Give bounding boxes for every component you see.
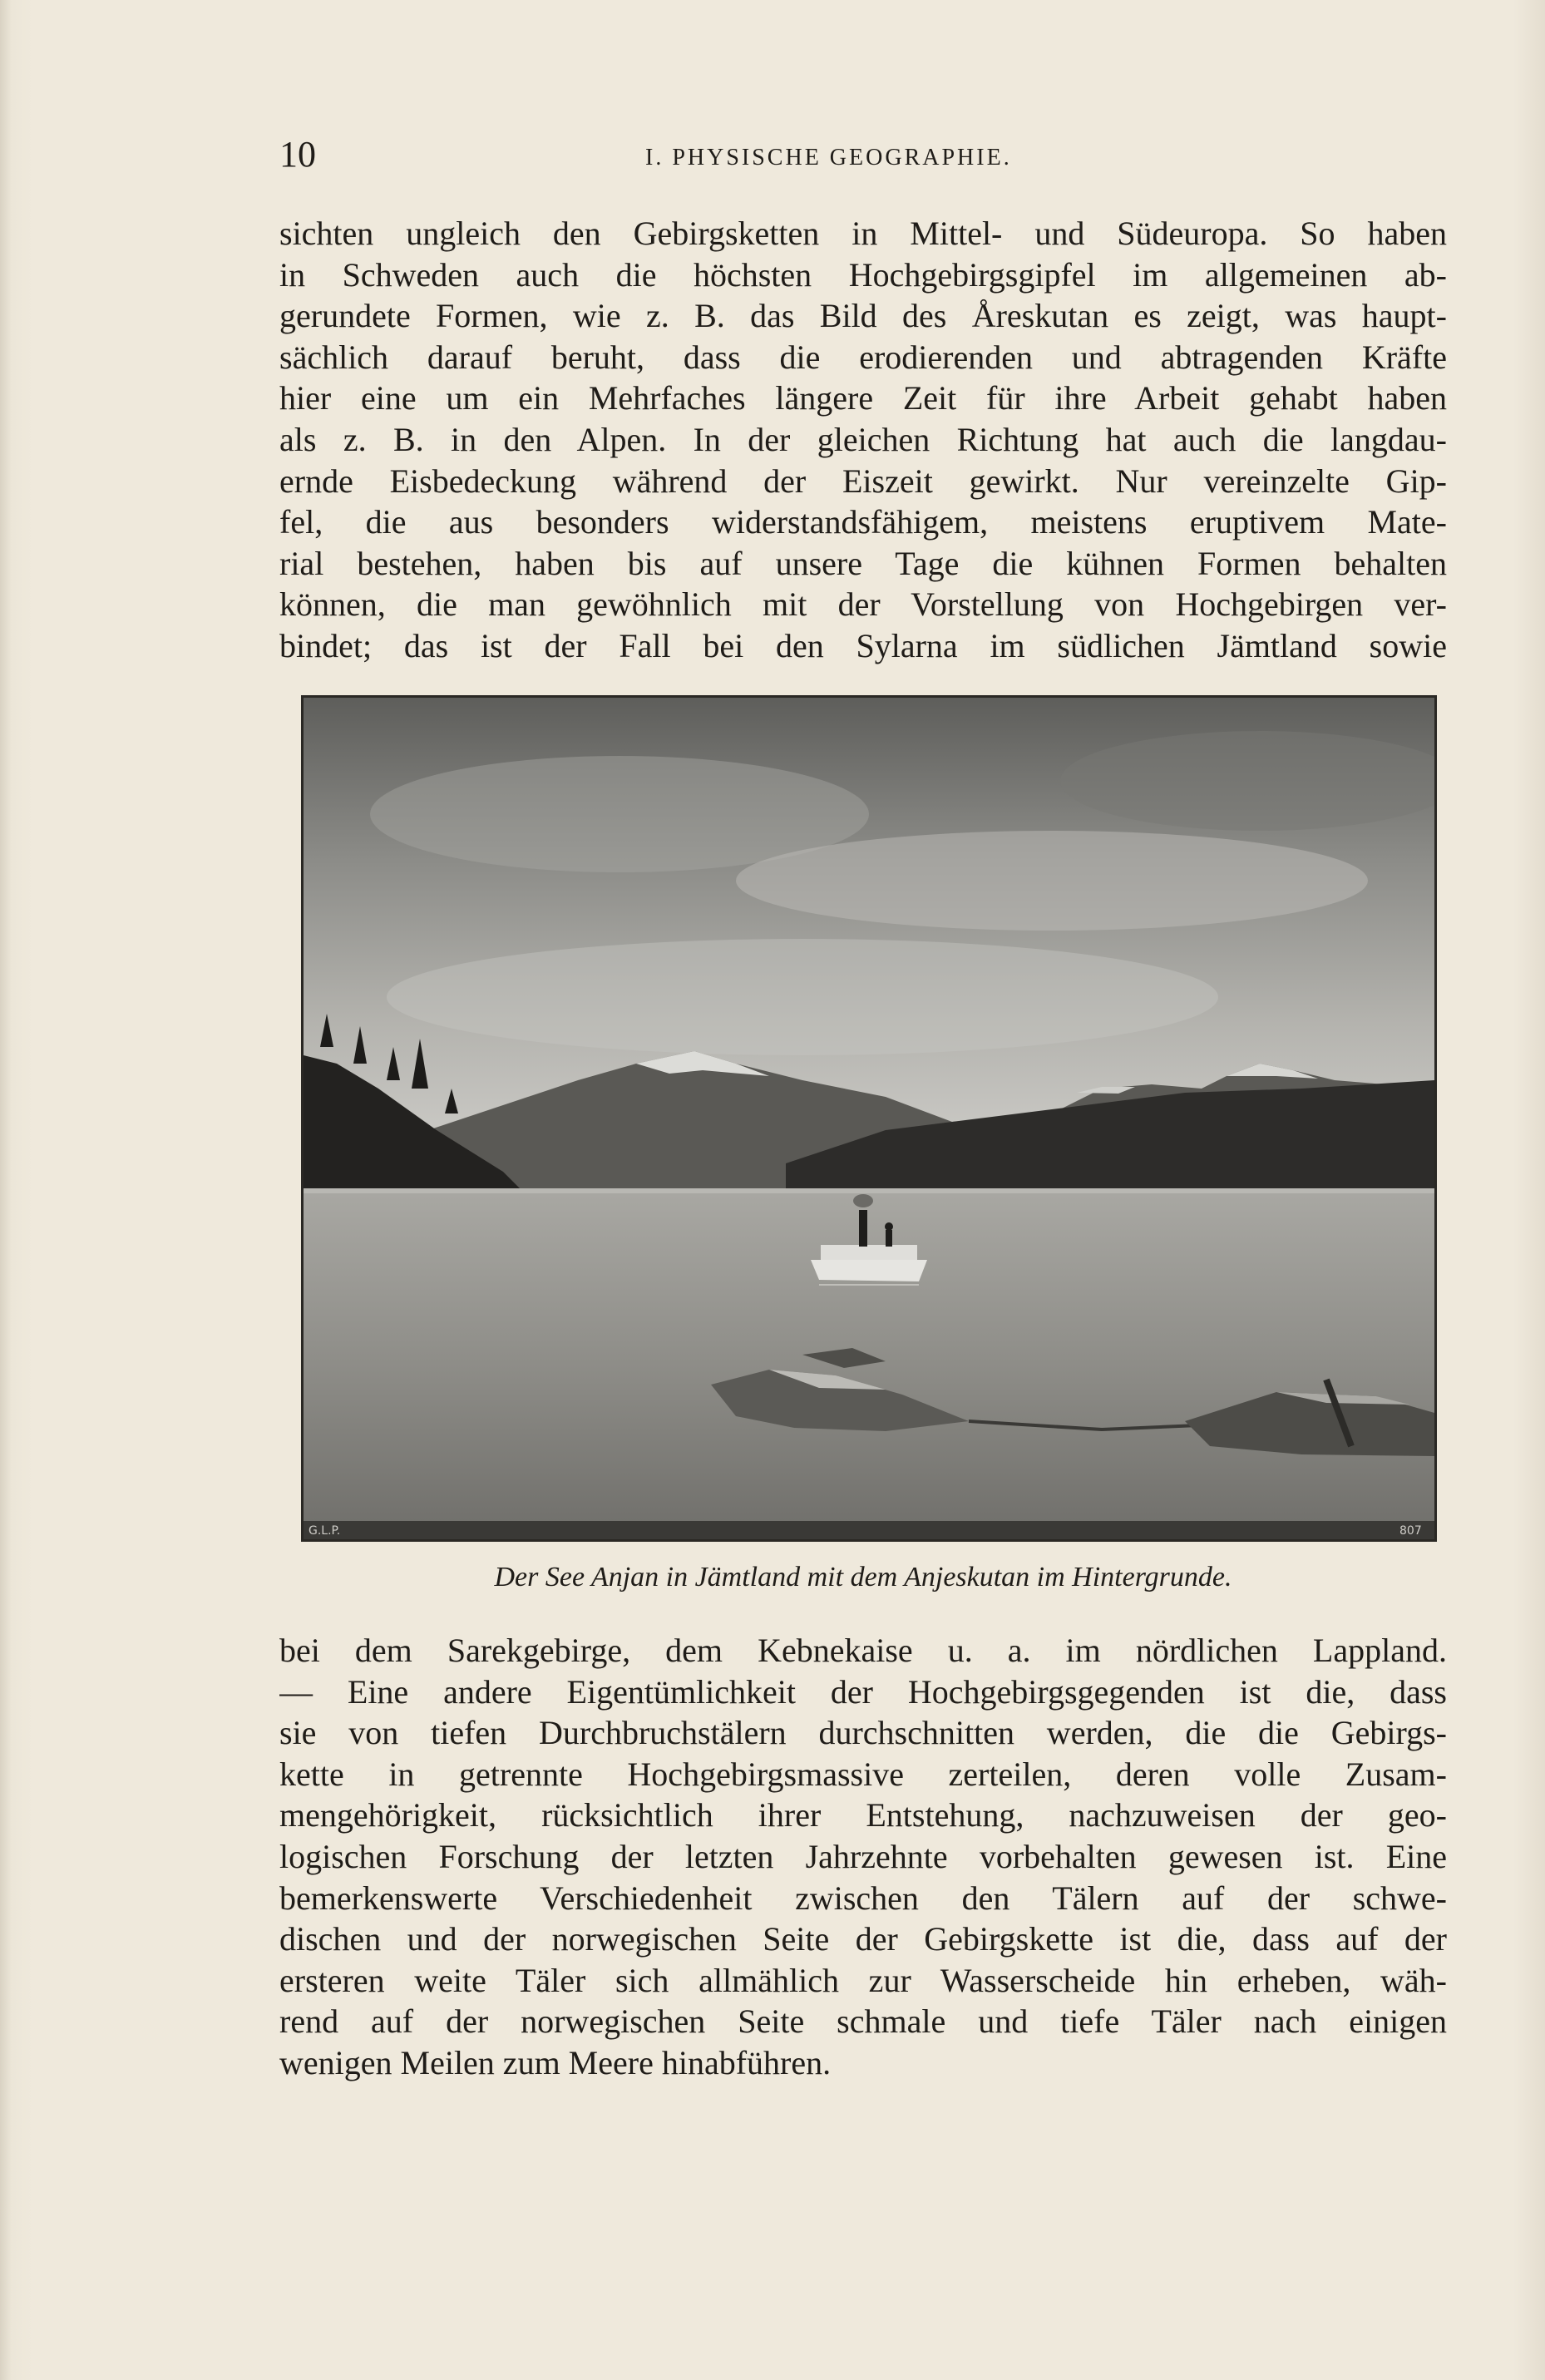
paragraph-bottom [279, 1630, 1447, 2084]
text-line: dischen und der norwegischen Seite der Gebirgskette ist die, dass auf der [279, 1920, 1447, 1958]
text-line: bei dem Sarekgebirge, dem Kebnekaise u. a. im nördlichen Lappland. [279, 1632, 1447, 1669]
text-line: — Eine andere Eigentümlichkeit der Hochgebirgsgegenden ist die, dass [279, 1672, 1447, 1711]
running-head: I. PHYSISCHE GEOGRAPHIE. [645, 145, 1012, 170]
page-number: 10 [279, 134, 316, 175]
text-line: als z. B. in den Alpen. In der gleichen Richtung hat auch die langdau- [279, 420, 1447, 458]
text-line: kette in getrennte Hochgebirgsmassive zerteilen, deren volle Zusam- [279, 1755, 1447, 1793]
text-line: in Schweden auch die höchsten Hochgebirgsgipfel im allgemeinen ab- [279, 255, 1447, 294]
text-line: mengehörigkeit, rücksichtlich ihrer Entstehung, nachzuweisen der geo- [279, 1796, 1447, 1834]
text-line: können, die man gewöhnlich mit der Vorstellung von Hochgebirgen ver- [279, 585, 1447, 624]
text-line: bindet; das ist der Fall bei den Sylarna im südlichen Jämtland sowie [279, 626, 1447, 664]
text-line: bemerkenswerte Verschiedenheit zwischen den Tälern auf der schwe- [279, 1879, 1447, 1917]
page-header [279, 133, 1447, 183]
text-line: fel, die aus besonders widerstandsfähigem, meistens eruptivem Mate- [279, 503, 1447, 541]
text-line: gerundete Formen, wie z. B. das Bild des Åreskutan es zeigt, was haupt- [279, 297, 1447, 335]
paragraph-top [279, 213, 1447, 667]
text-line: ernde Eisbedeckung während der Eiszeit gewirkt. Nur vereinzelte Gip- [279, 462, 1447, 500]
text-line: rend auf der norwegischen Seite schmale und tiefe Täler nach einigen [279, 2002, 1447, 2041]
photo-mark-left: G.L.P. [309, 1524, 341, 1538]
photo-mark-right: 807 [1399, 1524, 1422, 1538]
text-line: wenigen Meilen zum Meere hinabführen. [279, 2043, 832, 2081]
figure-caption: Der See Anjan in Jämtland mit dem Anjeskutan im Hintergrunde. [494, 1562, 1232, 1592]
text-line: hier eine um ein Mehrfaches längere Zeit für ihre Arbeit gehabt haben [279, 379, 1447, 417]
text-line: sie von tiefen Durchbruchstälern durchschnitten werden, die die Gebirgs- [279, 1714, 1447, 1752]
photo-illustration [304, 698, 1434, 1539]
text-line: sächlich darauf beruht, dass die erodierenden und abtragenden Kräfte [279, 338, 1447, 376]
text-line: logischen Forschung der letzten Jahrzehnte vorbehalten gewesen ist. Eine [279, 1837, 1447, 1875]
text-line: rial bestehen, haben bis auf unsere Tage die kühnen Formen behalten [279, 544, 1447, 582]
lake-photograph [301, 695, 1437, 1542]
text-line: sichten ungleich den Gebirgsketten in Mittel- und Südeuropa. So haben [279, 215, 1447, 252]
text-line: ersteren weite Täler sich allmählich zur Wasserscheide hin erheben, wäh- [279, 1961, 1447, 1999]
